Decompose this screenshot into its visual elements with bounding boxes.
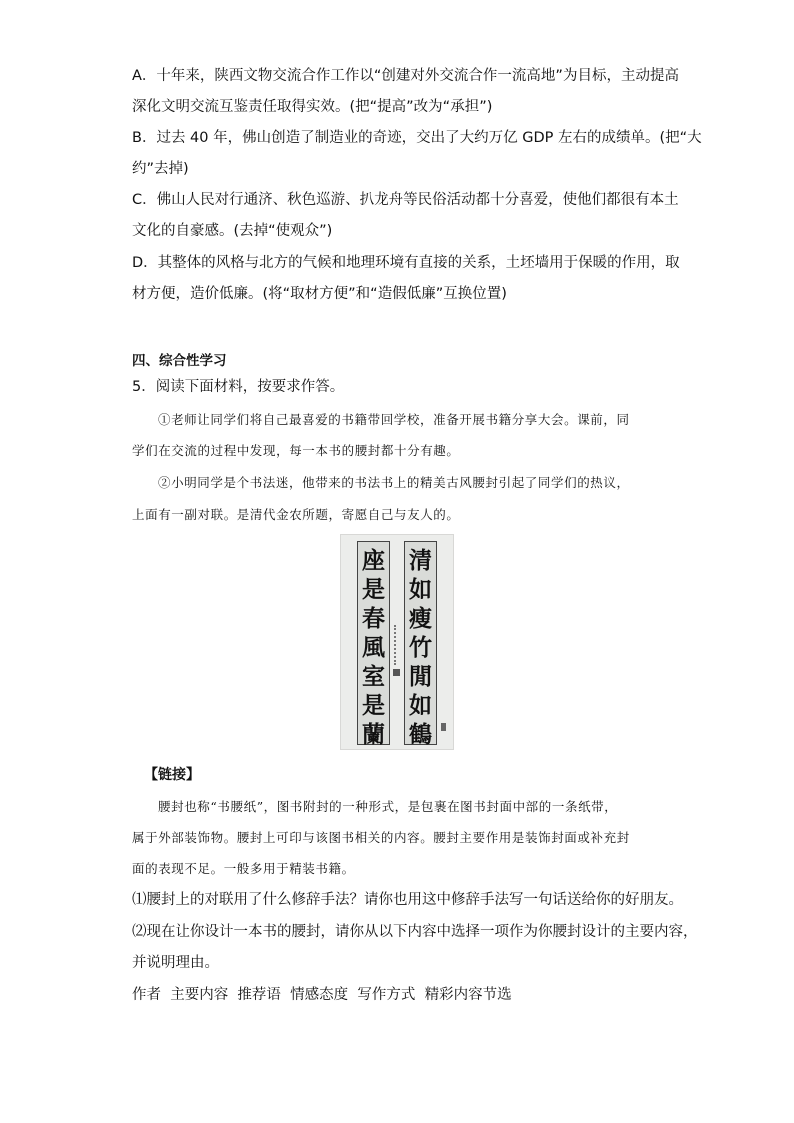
option-c-line2: 文化的自豪感。(去掉“使观众”) [132,223,333,239]
sub-question-1: ⑴腰封上的对联用了什么修辞手法？请你也用这中修辞手法写一句话送给你的好朋友。 [132,892,683,908]
option-a-line2: 深化文明交流互鉴责任取得实效。(把“提高”改为“承担”) [132,99,493,115]
signature-mark [394,625,402,665]
couplet-left-char: 春 [362,605,385,632]
couplet-right-char: 鶴 [409,721,432,748]
option-d-line1: D．其整体的风格与北方的气候和地理环境有直接的关系，土坯墙用于保暖的作用，取 [132,255,680,271]
link-line1: 腰封也称“书腰纸”，图书附封的一种形式，是包裹在图书封面中部的一条纸带， [158,799,618,814]
couplet-photo [340,534,454,750]
couplet-right-char: 閒 [409,663,432,690]
option-b-line1: B．过去 40 年，佛山创造了制造业的奇迹，交出了大约万亿 GDP 左右的成绩单。(把“大 [132,130,702,146]
couplet-right-char: 瘦 [409,605,432,632]
couplet-left-char: 是 [362,692,385,719]
couplet-right-text [405,546,436,749]
couplet-left-char: 風 [362,634,385,661]
couplet-right-char: 清 [409,547,432,574]
seal-mark-small [441,723,446,731]
option-a-line1: A．十年来，陕西文物交流合作工作以“创建对外交流合作一流高地”为目标，主动提高 [132,68,679,84]
couplet-left-char: 室 [362,663,385,690]
couplet-left-text [358,546,389,749]
option-b-line2: 约”去掉) [132,161,189,177]
option-d-line2: 材方便，造价低廉。(将“取材方便”和“造假低廉”互换位置) [132,286,507,302]
couplet-left-char: 是 [362,576,385,603]
couplet-left-char: 座 [362,547,385,574]
couplet-left-char: 蘭 [362,721,385,748]
link-line2: 属于外部装饰物。腰封上可印与该图书相关的内容。腰封主要作用是装饰封面或补充封 [132,830,630,845]
sub-question-2-line2: 并说明理由。 [132,955,219,971]
choice-list: 作者 主要内容 推荐语 情感态度 写作方式 精彩内容节选 [132,987,512,1003]
couplet-right-strip [404,541,437,748]
link-line3: 面的表现不足。一般多用于精装书籍。 [132,861,355,876]
couplet-right-char: 如 [409,692,432,719]
couplet-right-char: 如 [409,576,432,603]
couplet-right-char: 竹 [409,634,432,661]
material-2-line2: 上面有一副对联。是清代金农所题，寄愿自己与友人的。 [132,507,460,522]
question-5: 5．阅读下面材料，按要求作答。 [132,379,345,395]
material-2-line1: ②小明同学是个书法迷，他带来的书法书上的精美古风腰封引起了同学们的热议， [158,475,630,490]
sub-question-2-line1: ⑵现在让你设计一本书的腰封，请你从以下内容中选择一项作为你腰封设计的主要内容， [132,924,698,940]
material-1-line2: 学们在交流的过程中发现，每一本书的腰封都十分有趣。 [132,443,460,458]
couplet-left-strip [357,541,390,748]
option-c-line1: C．佛山人民对行通济、秋色巡游、扒龙舟等民俗活动都十分喜爱，使他们都很有本土 [132,192,679,208]
link-heading: 【链接】 [144,767,200,783]
section-heading: 四、综合性学习 [132,353,227,369]
material-1-line1: ①老师让同学们将自己最喜爱的书籍带回学校，准备开展书籍分享大会。课前，同 [158,412,630,427]
seal-mark [393,669,400,676]
